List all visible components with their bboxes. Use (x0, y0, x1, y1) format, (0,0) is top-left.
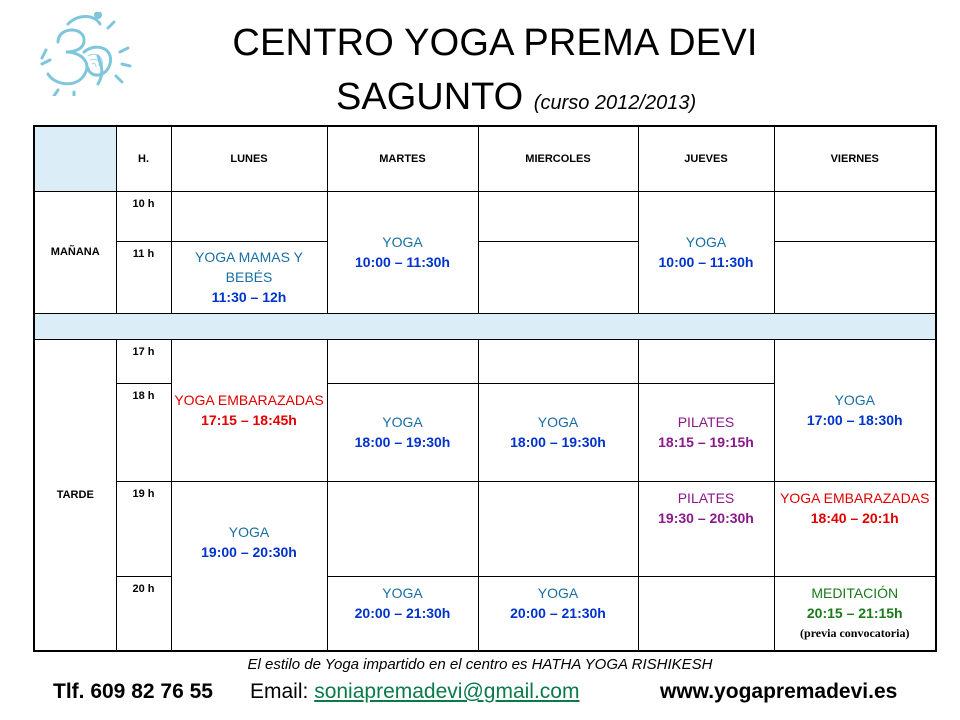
table-row (34, 241, 936, 313)
class-time: 17:15 – 18:45h (201, 412, 297, 428)
band-morning: MAÑANA (34, 191, 116, 313)
column-header-tuesday: MARTES (327, 126, 478, 191)
course-year: (curso 2012/2013) (533, 92, 697, 114)
empty-cell (774, 191, 936, 241)
class-time: 17:00 – 18:30h (806, 412, 903, 428)
class-title: PILATES (677, 414, 735, 430)
class-time: 20:15 – 21:15h (806, 604, 903, 621)
email-link[interactable]: soniapremadevi@gmail.com (314, 680, 580, 703)
website-link[interactable]: www.yogapremadevi.es (660, 680, 898, 703)
class-cell (638, 191, 774, 313)
table-row (34, 576, 936, 651)
band-afternoon: TARDE (34, 339, 116, 651)
class-cell (327, 383, 478, 481)
empty-cell (638, 339, 774, 383)
email-contact (250, 680, 579, 704)
hour-label: 20 h (116, 576, 171, 651)
column-header-hour: H. (116, 126, 171, 191)
style-note: El estilo de Yoga impartido en el centro es HATHA YOGA RISHIKESH (247, 656, 713, 673)
schedule-table (33, 125, 937, 652)
table-row (34, 339, 936, 383)
table-header-row (34, 126, 936, 191)
empty-cell (774, 241, 936, 313)
class-time: 19:30 – 20:30h (658, 509, 754, 526)
empty-cell (171, 191, 327, 241)
column-header-friday: VIERNES (774, 126, 936, 191)
empty-cell (478, 339, 638, 383)
class-time: 18:00 – 19:30h (354, 434, 451, 450)
class-cell (171, 481, 327, 651)
column-header-wednesday: MIERCOLES (478, 126, 638, 191)
class-title: YOGA (382, 584, 423, 601)
class-title: YOGA EMBARAZADAS (174, 392, 324, 408)
class-cell (171, 241, 327, 313)
class-title: YOGA (382, 234, 423, 250)
class-title: YOGA EMBARAZADAS (780, 489, 930, 506)
empty-cell (478, 481, 638, 576)
hour-label: 11 h (116, 241, 171, 313)
class-time: 10:00 – 11:30h (658, 254, 754, 270)
table-row (34, 481, 936, 576)
class-cell (638, 383, 774, 481)
class-time: 18:15 – 19:15h (658, 434, 754, 450)
class-time: 11:30 – 12h (211, 289, 287, 305)
class-cell (171, 339, 327, 481)
corner-cell (34, 126, 116, 191)
separator-row (34, 313, 936, 339)
city-name: SAGUNTO (336, 76, 524, 118)
class-title: YOGA (685, 234, 727, 250)
class-cell (774, 339, 936, 481)
class-title: MEDITACIÓN (811, 584, 899, 601)
class-time: 10:00 – 11:30h (355, 254, 450, 270)
page-title: CENTRO YOGA PREMA DEVI (232, 22, 758, 64)
empty-cell (327, 481, 478, 576)
class-time: 20:00 – 21:30h (354, 604, 451, 621)
page-subtitle (336, 76, 696, 119)
class-title: YOGA (382, 414, 423, 430)
class-cell (638, 481, 774, 576)
hour-label: 18 h (116, 383, 171, 481)
empty-cell (327, 339, 478, 383)
hour-label: 17 h (116, 339, 171, 383)
class-title: YOGA MAMAS Y BEBÉS (195, 249, 303, 285)
hour-label: 19 h (116, 481, 171, 576)
class-cell (478, 576, 638, 651)
class-cell (478, 383, 638, 481)
class-cell (774, 481, 936, 576)
class-time: 19:00 – 20:30h (201, 543, 297, 560)
class-title: PILATES (677, 489, 735, 506)
class-title: YOGA (834, 392, 875, 408)
table-row (34, 191, 936, 241)
class-time: 18:40 – 20:1h (810, 509, 899, 526)
empty-cell (638, 576, 774, 651)
phone-number: Tlf. 609 82 76 55 (53, 680, 213, 703)
class-note: (previa convocatoria) (800, 625, 910, 640)
class-cell (327, 576, 478, 651)
column-header-monday: LUNES (171, 126, 327, 191)
class-title: YOGA (537, 414, 579, 430)
separator-cell (34, 313, 936, 339)
empty-cell (478, 241, 638, 313)
class-time: 20:00 – 21:30h (510, 604, 606, 621)
email-label: Email: (250, 680, 309, 703)
hour-label: 10 h (116, 191, 171, 241)
column-header-thursday: JUEVES (638, 126, 774, 191)
class-cell (327, 191, 478, 313)
class-time: 18:00 – 19:30h (510, 434, 606, 450)
class-cell (774, 576, 936, 651)
empty-cell (478, 191, 638, 241)
class-title: YOGA (537, 584, 579, 601)
class-title: YOGA (228, 523, 270, 540)
